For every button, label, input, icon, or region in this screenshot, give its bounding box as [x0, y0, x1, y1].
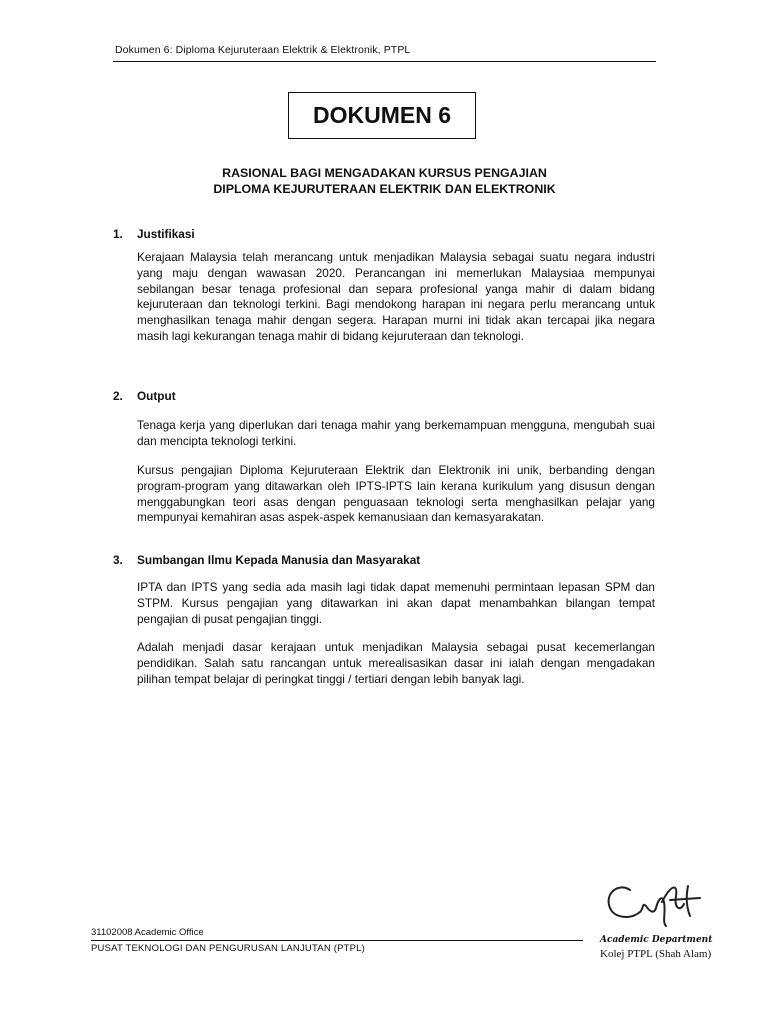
- title-line-2: DIPLOMA KEJURUTERAAN ELEKTRIK DAN ELEKTRONIK: [213, 182, 556, 196]
- section-1-number: 1.: [113, 227, 123, 241]
- section-3-number: 3.: [113, 553, 123, 567]
- section-3-heading: [113, 553, 420, 567]
- document-label-box: [288, 92, 476, 139]
- section-3-paragraph-1: IPTA dan IPTS yang sedia ada masih lagi tidak dapat memenuhi permintaan lepasan SPM dan STPM. Kursus pengajian yang ditawarkan ini akan dapat menambahkan bilangan tempat pengajian di pusat pengajian tinggi.: [137, 580, 655, 626]
- document-label: DOKUMEN 6: [312, 102, 451, 128]
- section-3-title: Sumbangan Ilmu Kepada Manusia dan Masyarakat: [137, 553, 421, 567]
- section-2-paragraph-2: Kursus pengajian Diploma Kejuruteraan Elektrik dan Elektronik ini unik, berbanding dengan program-program yang ditawarkan oleh IPTS-IPTS lain kerana kurikulum yang disusun dengan menggabungkan teori asas dengan penguasaan teknologi serta menghasilkan pelajar yang mempunyai kemahiran asas aspek-aspek kemanusiaan dan kemasyarakatan.: [137, 463, 655, 525]
- section-1-paragraph-1: Kerajaan Malaysia telah merancang untuk menjadikan Malaysia sebagai suatu negara industri yang maju dengan wawasan 2020. Perancangan ini memerlukan Malaysiaa mempunyai sebilangan besar tenaga profesional dan separa profesional yanga mahir di dalam bidang kejuruteraan dan teknologi terkini. Bagi mendokong harapan ini negara perlu merancang untuk menghasilkan tenaga mahir dengan segera. Harapan murni ini tidak akan tercapai jika negara masih lagi kekurangan tenaga mahir di bidang kejuruteraan dan teknologi.: [137, 250, 655, 343]
- footer-institution: PUSAT TEKNOLOGI DAN PENGURUSAN LANJUTAN (PTPL): [91, 943, 366, 954]
- section-2-title: Output: [137, 389, 176, 403]
- section-1-heading: [113, 227, 195, 241]
- footer-rule: [91, 940, 583, 941]
- title-line-1: RASIONAL BAGI MENGADAKAN KURSUS PENGAJIAN: [222, 166, 547, 180]
- section-2-paragraph-1: Tenaga kerja yang diperlukan dari tenaga mahir yang berkemampuan mengguna, mengubah suai dan mencipta teknologi terkini.: [137, 418, 655, 448]
- section-1-title: Justifikasi: [137, 227, 195, 241]
- running-header: Dokumen 6: Diploma Kejuruteraan Elektrik & Elektronik, PTPL: [115, 44, 411, 56]
- header-rule: [113, 61, 656, 62]
- stamp-college: Kolej PTPL (Shah Alam): [600, 948, 712, 960]
- signature-image: [600, 872, 720, 932]
- section-3-paragraph-2: Adalah menjadi dasar kerajaan untuk menjadikan Malaysia sebagai pusat kecemerlangan pendidikan. Salah satu rancangan untuk merealisasikan dasar ini ialah dengan mengadakan pilihan tempat belajar di peringkat tinggi / tertiari dengan lebih banyak lagi.: [137, 640, 655, 686]
- stamp-department: Academic Department: [600, 935, 713, 945]
- section-2-number: 2.: [113, 389, 123, 403]
- footer-office: 31102008 Academic Office: [91, 927, 204, 938]
- section-2-heading: [113, 389, 176, 403]
